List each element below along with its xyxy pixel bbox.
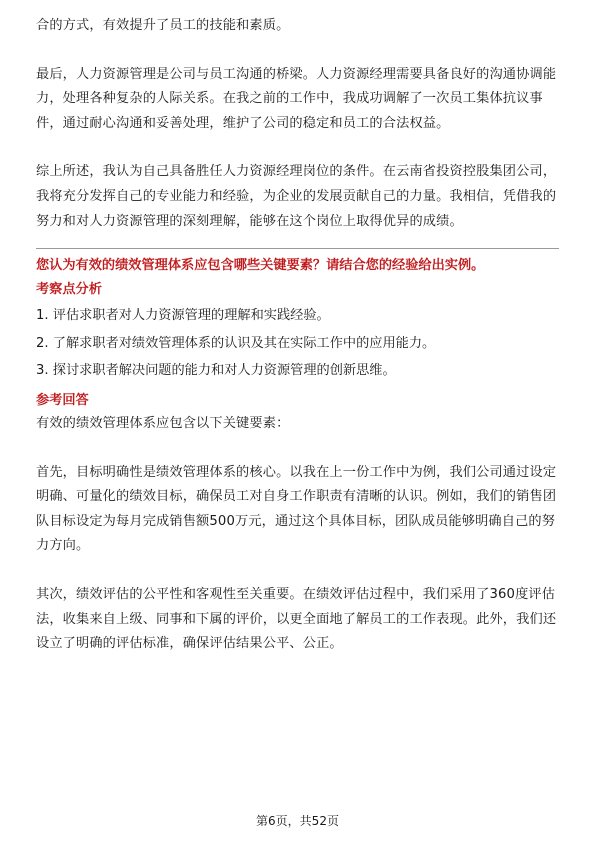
analysis-item: 1. 评估求职者对人力资源管理的理解和实践经验。: [36, 308, 330, 324]
answer-heading: 参考回答: [36, 392, 89, 408]
page-number: 第6页，共52页: [256, 814, 339, 828]
analysis-item: 2. 了解求职者对绩效管理体系的认识及其在实际工作中的应用能力。: [36, 335, 436, 351]
analysis-list: [36, 304, 559, 384]
paragraph-continuation: 合的方式，有效提升了员工的技能和素质。: [36, 18, 290, 33]
answer-intro: 有效的绩效管理体系应包含以下关键要素：: [36, 415, 290, 431]
answer-paragraph-fairness: 其次，绩效评估的公平性和客观性至关重要。在绩效评估过程中，我们采用了360度评估法，收集来自上级、同事和下属的评价，以更全面地了解员工的工作表现。此外，我们还设立了明确的评估标准，确保评估结果公平、公正。: [36, 586, 557, 652]
analysis-heading: 考察点分析: [36, 282, 102, 298]
interview-question: 您认为有效的绩效管理体系应包含哪些关键要素？请结合您的经验给出实例。: [36, 258, 485, 274]
paragraph-conclusion: 综上所述，我认为自己具备胜任人力资源经理岗位的条件。在云南省投资控股集团公司，我将充分发挥自己的专业能力和经验，为企业的发展贡献自己的力量。我相信，凭借我的努力和对人力资源管理的深刻理解，能够在这个岗位上取得优异的成绩。: [36, 164, 557, 229]
section-divider: [36, 248, 559, 249]
answer-paragraph-goals: 首先，目标明确性是绩效管理体系的核心。以我在上一份工作中为例，我们公司通过设定明确、可量化的绩效目标，确保员工对自身工作职责有清晰的认识。例如，我们的销售团队目标设定为每月完成销售额500万元，通过这个具体目标，团队成员能够明确自己的努力方向。: [36, 464, 557, 554]
document-page: [36, 14, 559, 657]
paragraph-communication: 最后，人力资源管理是公司与员工沟通的桥梁。人力资源经理需要具备良好的沟通协调能力，处理各种复杂的人际关系。在我之前的工作中，我成功调解了一次员工集体抗议事件，通过耐心沟通和妥善处理，维护了公司的稳定和员工的合法权益。: [36, 66, 557, 131]
analysis-item: 3. 探讨求职者解决问题的能力和对人力资源管理的创新思维。: [36, 363, 396, 379]
